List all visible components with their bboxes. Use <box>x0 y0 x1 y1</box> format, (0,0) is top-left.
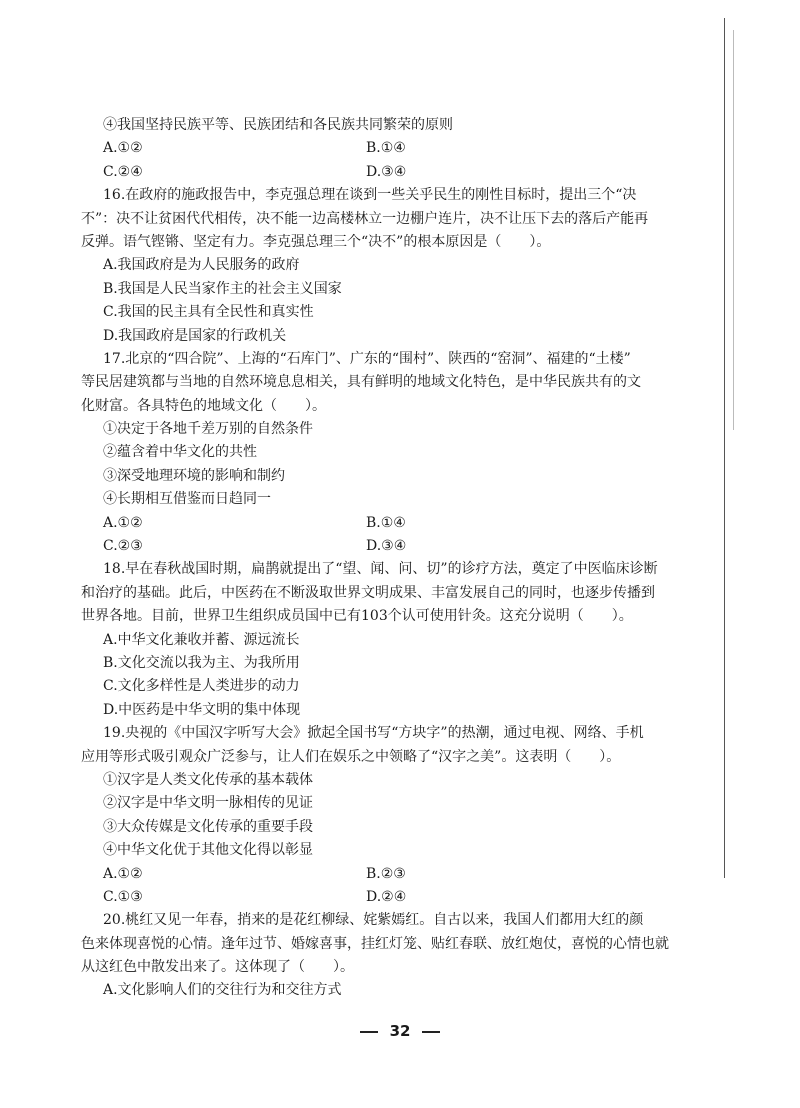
choice-c: C.①③ <box>103 888 143 905</box>
question-16-choice-b: B.我国是人民当家作主的社会主义国家 <box>103 280 342 297</box>
choice-b: B.②③ <box>366 865 406 882</box>
question-19-statement-3: ③大众传媒是文化传承的重要手段 <box>103 818 313 835</box>
choice-d: D.②④ <box>366 888 407 905</box>
question-16-choice-d: D.我国政府是国家的行政机关 <box>103 327 287 344</box>
question-19-statement-1: ①汉字是人类文化传承的基本载体 <box>103 771 313 788</box>
page-number: 32 <box>389 1022 411 1040</box>
choice-d: D.③④ <box>366 163 407 180</box>
choice-a: A.①② <box>103 514 143 531</box>
choice-d: D.③④ <box>366 538 407 555</box>
answer-choices-row <box>103 886 693 909</box>
question-20-line-3: 从这红色中散发出来了。这体现了（ ）。 <box>81 959 354 976</box>
question-19-line-2: 应用等形式吸引观众广泛参与，让人们在娱乐之中领略了“汉字之美”。这表明（ ）。 <box>81 748 621 765</box>
option-statement: ④我国坚持民族平等、民族团结和各民族共同繁荣的原则 <box>103 117 453 133</box>
choice-c: C.②③ <box>103 538 143 555</box>
question-20-choice-a: A.文化影响人们的交往行为和交往方式 <box>103 982 342 999</box>
choice-a: A.①② <box>103 140 143 157</box>
question-18-choice-a: A.中华文化兼收并蓄、源远流长 <box>103 631 300 648</box>
question-17-line-1: 17.北京的“四合院”、上海的“石库门”、广东的“围村”、陕西的“窑洞”、福建的“土楼” <box>103 350 631 367</box>
question-19-statement-4: ④中华文化优于其他文化得以彰显 <box>103 842 313 859</box>
question-18-choice-d: D.中医药是中华文明的集中体现 <box>103 701 301 718</box>
question-18-line-1: 18.早在春秋战国时期，扁鹊就提出了“望、闻、问、切”的诊疗方法，奠定了中医临床诊断 <box>103 561 658 578</box>
footer-dash-left <box>360 1031 378 1033</box>
question-19-line-1: 19.央视的《中国汉字听写大会》掀起全国书写“方块字”的热潮，通过电视、网络、手机 <box>103 725 644 742</box>
page-footer <box>0 1022 800 1040</box>
answer-choices-row <box>103 863 693 886</box>
scan-edge-line-faint <box>733 30 734 430</box>
choice-b: B.①④ <box>366 514 406 531</box>
scan-edge-line <box>724 18 725 878</box>
question-content <box>81 114 693 1003</box>
answer-choices-row <box>103 512 693 535</box>
question-16-choice-a: A.我国政府是为人民服务的政府 <box>103 257 300 274</box>
footer-dash-right <box>422 1031 440 1033</box>
choice-b: B.①④ <box>366 140 406 157</box>
question-18-line-2: 和治疗的基础。此后，中医药在不断汲取世界文明成果、丰富发展自己的同时，也逐步传播到 <box>81 584 655 601</box>
question-20-line-1: 20.桃红又见一年春，捎来的是花红柳绿、姹紫嫣红。自古以来，我国人们都用大红的颜 <box>103 912 644 929</box>
answer-choices-row <box>103 137 693 160</box>
question-16-choice-c: C.我国的民主具有全民性和真实性 <box>103 304 314 321</box>
question-18-line-3: 世界各地。目前，世界卫生组织成员国中已有103个认可使用针灸。这充分说明（ ）。 <box>81 608 633 625</box>
question-17-statement-4: ④长期相互借鉴而日趋同一 <box>103 491 271 508</box>
question-17-statement-3: ③深受地理环境的影响和制约 <box>103 467 285 484</box>
question-18-choice-b: B.文化交流以我为主、为我所用 <box>103 654 300 671</box>
question-16-line-1: 16.在政府的施政报告中，李克强总理在谈到一些关乎民生的刚性目标时，提出三个“决 <box>103 187 637 204</box>
question-17-line-2: 等民居建筑都与当地的自然环境息息相关，具有鲜明的地域文化特色，是中华民族共有的文 <box>81 374 641 391</box>
answer-choices-row <box>103 161 693 184</box>
question-16-line-2: 不”：决不让贫困代代相传，决不能一边高楼林立一边棚户连片，决不让压下去的落后产能再 <box>81 210 649 227</box>
question-20-line-2: 色来体现喜悦的心情。逢年过节、婚嫁喜事，挂红灯笼、贴红春联、放红炮仗，喜悦的心情也就 <box>81 935 669 952</box>
question-17-line-3: 化财富。各具特色的地域文化（ ）。 <box>81 397 326 414</box>
question-16-line-3: 反弹。语气铿锵、坚定有力。李克强总理三个“决不”的根本原因是（ ）。 <box>81 233 551 250</box>
choice-c: C.②④ <box>103 163 143 180</box>
question-17-statement-1: ①决定于各地千差万别的自然条件 <box>103 421 313 438</box>
question-17-statement-2: ②蕴含着中华文化的共性 <box>103 444 257 461</box>
question-18-choice-c: C.文化多样性是人类进步的动力 <box>103 678 300 695</box>
choice-a: A.①② <box>103 865 143 882</box>
answer-choices-row <box>103 535 693 558</box>
question-19-statement-2: ②汉字是中华文明一脉相传的见证 <box>103 795 313 812</box>
